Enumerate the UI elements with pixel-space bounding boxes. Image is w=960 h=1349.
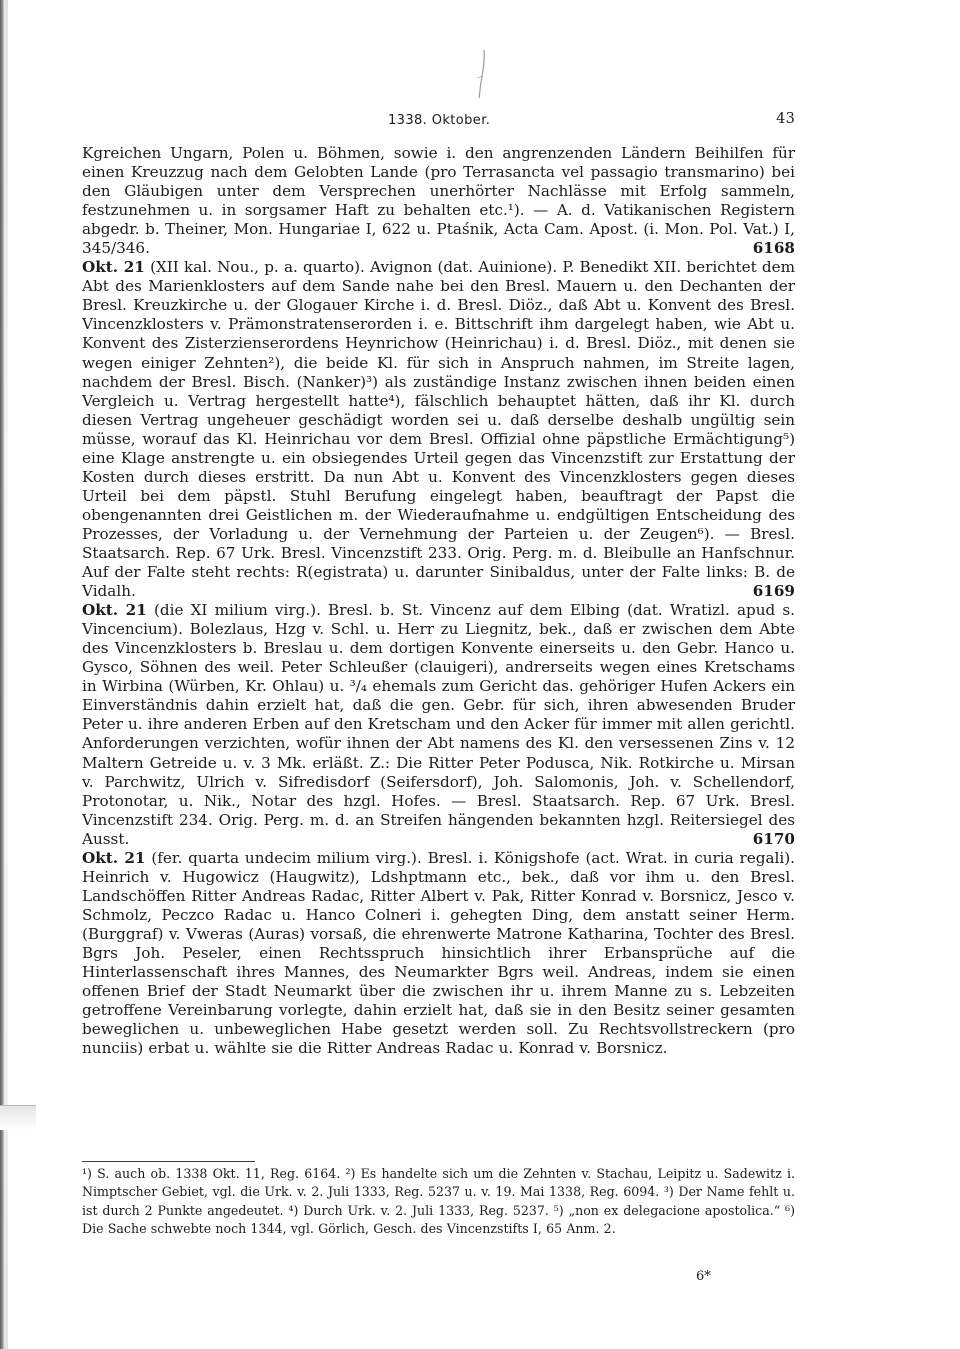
- scan-left-shadow: [5, 0, 8, 1349]
- entry-text: Kgreichen Ungarn, Polen u. Böhmen, sowie i. den angrenzenden Ländern Beihilfen für einen Kreuzzug nach dem Gelobten Lande (pro Terrasancta vel passagio transmarino) bei den Gläubigen unter dem Versprechen unerhörter Nachlässe mit Erfolg sammeln, festzunehmen u. in sorgsamer Haft zu behalten etc.¹). — A. d. Vatikanischen Registern abgedr. b. Theiner, Mon. Hungariae I, 622 u. Ptaśnik, Acta Cam. Apost. (i. Mon. Pol. Vat.) I, 345/346.: [82, 144, 795, 258]
- footnote-rule: [82, 1161, 255, 1162]
- regest-number: 6169: [752, 582, 795, 601]
- entry-6170: [82, 601, 795, 849]
- entry-text: (die XI milium virg.). Bresl. b. St. Vincenz auf dem Elbing (dat. Wratizl. apud s. Vincencium). Bolezlaus, Hzg v. Schl. u. Herr zu Liegnitz, bek., daß er zwischen dem Abte des Vincenzklosters b. Breslau u. dem dortigen Konvente einerseits u. den Gebr. Hanco u. Gysco, Söhnen des weil. Peter Schleußer (clauigeri), andrerseits wegen eines Kretschams in Wirbina (Würben, Kr. Ohlau) u. ³/₄ ehemals zum Gericht das. gehöriger Hufen Ackers ein Einverständnis dahin erzielt hat, daß die gen. Gebr. für sich, ihren abwesenden Bruder Peter u. ihre anderen Erben auf den Kretscham und den Acker für immer mit allen gerichtl. Anforderungen verzichten, wofür ihnen der Abt namens des Kl. den versessenen Zins v. 12 Maltern Getreide u. v. 3 Mk. erläßt. Z.: Die Ritter Peter Podusca, Nik. Rotkirche u. Mirsan v. Parchwitz, Ulrich v. Sifredisdorf (Seifersdorf), Joh. Salomonis, Joh. v. Schellendorf, Protonotar, u. Nik., Notar des hzgl. Hofes. — Bresl. Staatsarch. Rep. 67 Urk. Bresl. Vincenzstift 234. Orig. Perg. m. d. an Streifen hängenden bekannten hzgl. Reitersiegel des Ausst.: [82, 601, 795, 848]
- entry-6169: [82, 258, 795, 601]
- entry-date: Okt. 21: [82, 258, 145, 277]
- signature-mark: 6*: [696, 1269, 711, 1284]
- pencil-mark: [462, 48, 496, 100]
- main-text: [82, 144, 795, 1058]
- regest-number: 6170: [752, 829, 795, 848]
- entry-intro: [82, 144, 795, 258]
- footnotes: ¹) S. auch ob. 1338 Okt. 11, Reg. 6164. ²) Es handelte sich um die Zehnten v. Stachau, Leipitz u. Sadewitz i. Nimptscher Gebiet, vgl. die Urk. v. 2. Juli 1333, Reg. 5237 u. v. 19. Mai 1338, Reg. 6094. ³) Der Name fehlt u. ist durch 2 Punkte angedeutet. ⁴) Durch Urk. v. 2. Juli 1333, Reg. 5237. ⁵) „non ex delegacione apostolica.“ ⁶) Die Sache schwebte noch 1344, vgl. Görlich, Gesch. des Vincenzstifts I, 65 Anm. 2.: [82, 1166, 795, 1237]
- page-number: 43: [776, 111, 795, 127]
- scan-corner-mark: [0, 1105, 36, 1130]
- regest-number: 6168: [752, 239, 795, 258]
- entry-text: (XII kal. Nou., p. a. quarto). Avignon (dat. Auinione). P. Benedikt XII. berichtet dem Abt des Marienklosters auf dem Sande nahe bei den Bresl. Mauern u. den Dechanten der Bresl. Kreuzkirche u. der Glogauer Kirche i. d. Bresl. Diöz., daß Abt u. Konvent des Bresl. Vincenzklosters v. Prämonstratenserorden i. e. Bittschrift ihm dargelegt haben, wie Abt u. Konvent des Zisterzienserordens Heynrichow (Heinrichau) i. d. Bresl. Diöz., mit denen sie wegen einiger Zehnten²), die beide Kl. für sich in Anspruch nahmen, im Streite lagen, nachdem der Bresl. Bisch. (Nanker)³) als zuständige Instanz zwischen ihnen beiden einen Vergleich u. Vertrag hergestellt hatte⁴), fälschlich behauptet hätten, daß ihr Kl. durch diesen Vertrag ungeheuer geschädigt worden sei u. daß derselbe deshalb ungültig sein müsse, worauf das Kl. Heinrichau vor dem Bresl. Offizial ohne päpstliche Ermächtigung⁵) eine Klage anstrengte u. ein obsiegendes Urteil gegen das Vincenzstift zur Erstattung der Kosten durch dieses erstritt. Da nun Abt u. Konvent des Vincenzklosters gegen dieses Urteil bei dem päpstl. Stuhl Berufung eingelegt haben, beauftragt der Papst die obengenannten drei Geistlichen m. der Wiederaufnahme u. endgültigen Entscheidung des Prozesses, der Vorladung u. der Vernehmung der Parteien u. der Zeugen⁶). — Bresl. Staatsarch. Rep. 67 Urk. Bresl. Vincenzstift 233. Orig. Perg. m. d. Bleibulle an Hanfschnur. Auf der Falte steht rechts: R(egistrata) u. darunter Sinibaldus, unter der Falte links: B. de Vidalh.: [82, 258, 795, 601]
- entry-date: Okt. 21: [82, 848, 146, 867]
- header-date: 1338. Oktober.: [388, 113, 491, 128]
- entry-date: Okt. 21: [82, 601, 147, 620]
- entry-text: (fer. quarta undecim milium virg.). Bresl. i. Königshofe (act. Wrat. in curia regali). Heinrich v. Hugowicz (Haugwitz), Ldshptmann etc., bek., daß vor ihm u. den Bresl. Landschöffen Ritter Andreas Radac, Ritter Albert v. Pak, Ritter Konrad v. Borsnicz, Jesco v. Schmolz, Peczco Radac u. Hanco Colneri i. gehegten Ding, dem anstatt seiner Herm. (Burggraf) v. Vweras (Auras) vorsaß, die ehrenwerte Matrone Katharina, Tochter des Bresl. Bgrs Joh. Peseler, einen Rechtsspruch hinsichtlich ihrer Erbansprüche auf die Hinterlassenschaft ihres Mannes, des Neumarkter Bgrs weil. Andreas, indem sie einen offenen Brief der Stadt Neumarkt über die zwischen ihr u. ihrem Manne zu s. Lebzeiten getroffene Vereinbarung vorlegte, dahin erzielt hat, daß sie in den Besitz seiner gesamten beweglichen u. unbeweglichen Habe gesetzt werden soll. Zu Rechtsvollstreckern (pro nunciis) erbat u. wählte sie die Ritter Andreas Radac u. Konrad v. Borsnicz.: [82, 848, 795, 1058]
- running-header: [82, 111, 795, 131]
- entry-6171: [82, 849, 795, 1059]
